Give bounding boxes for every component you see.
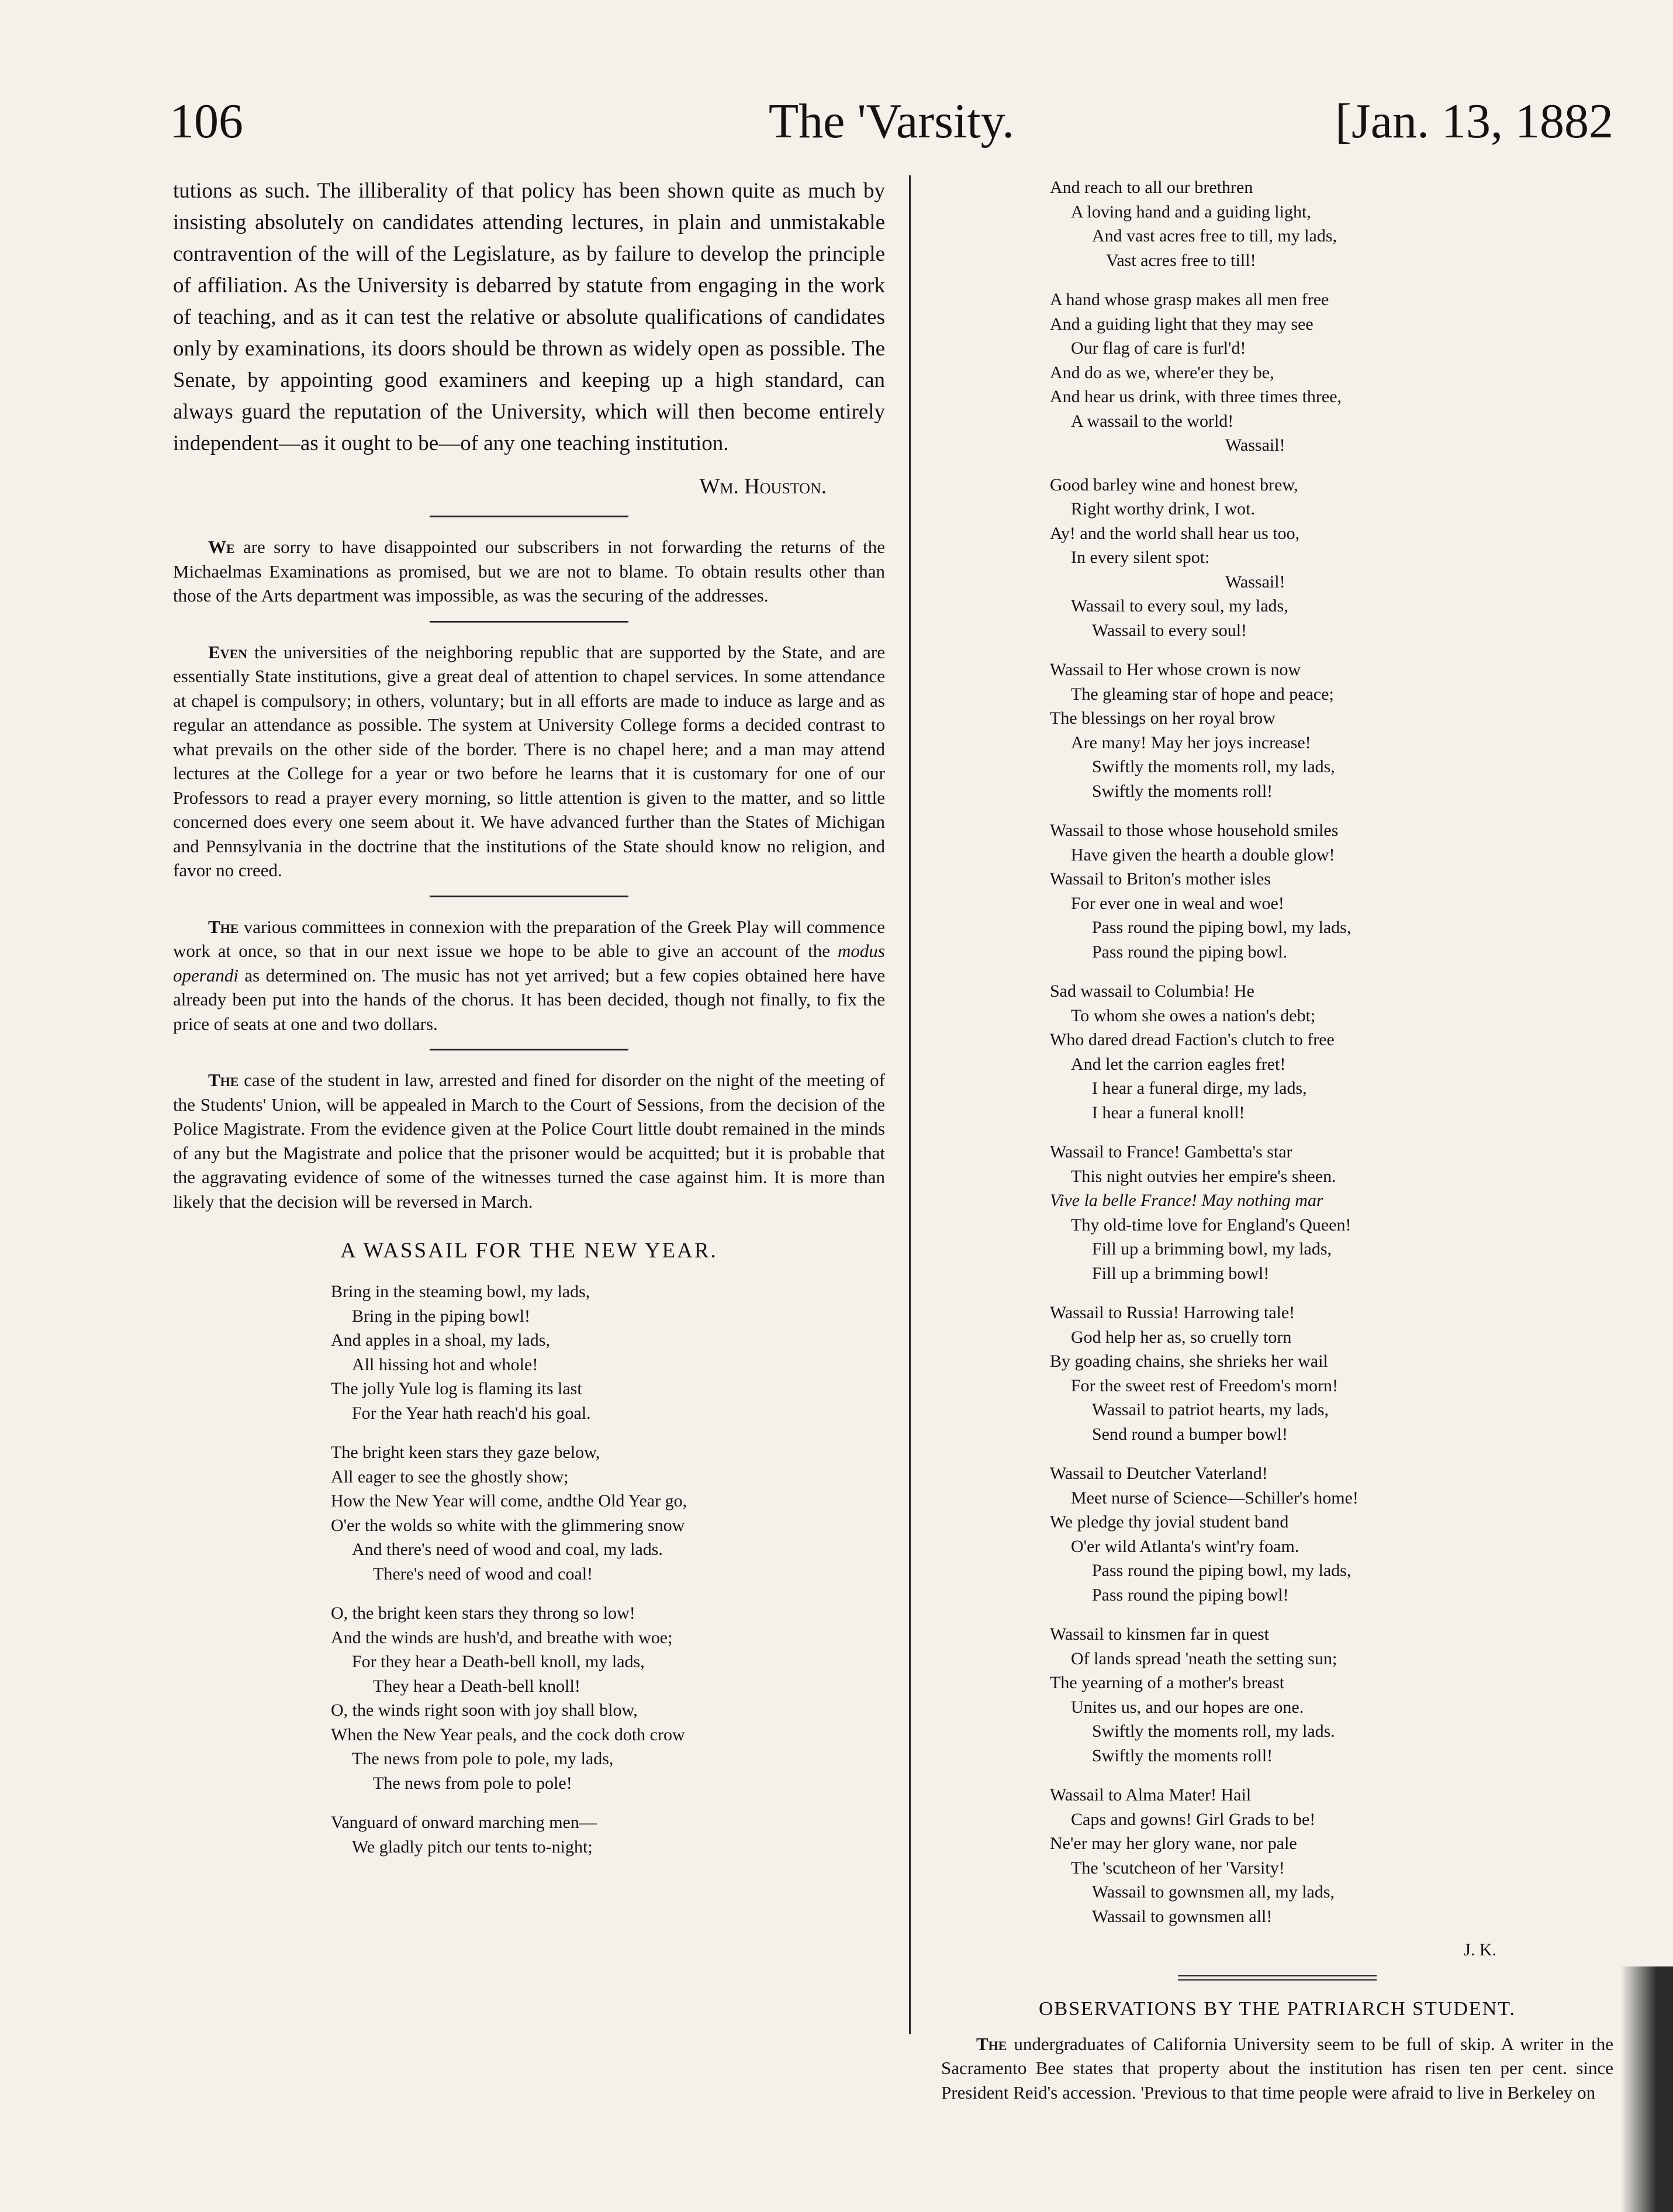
editorial-paragraph: The case of the student in law, arrested and fined for disorder on the night of the meeting of the Students' Union, will be appealed in March to the Court of Sessions, from the decision of the Police Magistrate. From the evidence given at the Police Court little doubt remained in the minds of any but the Magistrate and police that the prisoner would be acquitted; but it is probable that the aggravating evidence of some of the witnesses turned the case against him. It is more than likely that the decision will be reversed in March. — [173, 1070, 885, 1212]
poem-line: Pass round the piping bowl. — [1092, 942, 1288, 962]
poem-line: Vanguard of onward marching men— — [331, 1813, 597, 1832]
poem-line: Wassail to Briton's mother isles — [1050, 869, 1271, 889]
poem-line: Our flag of care is furl'd! — [1071, 338, 1246, 358]
poem-line: The yearning of a mother's breast — [1050, 1673, 1285, 1692]
article-continuation: tutions as such. The illiberality of that policy has been shown quite as much by insisting absolutely on candidates attending lectures, in plain and unmistakable contravention of the will of the Legislature, as by failure to develop the principle of affiliation. As the University is debarred by statute from engaging in the work of teaching, and as it can test the relative or absolute qualifications of candidates only by examinations, its doors should be thrown as widely open as possible. The Senate, by appointing good examiners and keeping up a high standard, can always guard the reputation of the University, which will then become entirely independent—as it ought to be—of any one teaching institution. — [173, 179, 885, 455]
poem-line: Vast acres free to till! — [1106, 250, 1256, 270]
poem-line: How the New Year will come, andthe Old Year go, — [331, 1491, 687, 1511]
poem-stanza — [1050, 1301, 1613, 1446]
poem-line: I hear a funeral dirge, my lads, — [1092, 1079, 1307, 1098]
poem-stanza — [1050, 658, 1613, 803]
poem-line: A wassail to the world! — [1071, 411, 1234, 431]
poem-line: O'er wild Atlanta's wint'ry foam. — [1071, 1536, 1299, 1556]
poem-line: For they hear a Death-bell knoll, my lads, — [352, 1652, 645, 1671]
poem-line: In every silent spot: — [1071, 548, 1210, 567]
poem-line: Are many! May her joys increase! — [1071, 732, 1311, 752]
poem-stanza — [1050, 288, 1613, 458]
poem-title: A WASSAIL FOR THE NEW YEAR. — [340, 1239, 718, 1263]
editorial-lead: The — [208, 1070, 239, 1090]
page-header — [170, 87, 1613, 157]
masthead-title: The 'Varsity. — [768, 94, 1015, 148]
poem-line: Wassail to Deutcher Vaterland! — [1050, 1464, 1268, 1483]
section-divider — [430, 896, 628, 897]
poem-line: O, the winds right soon with joy shall blow, — [331, 1701, 638, 1720]
poem-continuation — [941, 175, 1613, 1928]
poem-line: Bring in the steaming bowl, my lads, — [331, 1282, 590, 1301]
poem-line: And hear us drink, with three times three, — [1050, 387, 1342, 406]
poem-line: We pledge thy jovial student band — [1050, 1512, 1289, 1532]
poem-line: Send round a bumper bowl! — [1092, 1424, 1288, 1444]
section-divider — [430, 621, 628, 623]
poem-line: Meet nurse of Science—Schiller's home! — [1071, 1488, 1359, 1508]
poem-line: For ever one in weal and woe! — [1071, 893, 1284, 913]
poem-stanza — [1050, 473, 1613, 643]
poem-stanza — [1050, 1140, 1613, 1285]
poem-line: Swiftly the moments roll! — [1092, 781, 1273, 801]
poem-line: Swiftly the moments roll! — [1092, 1746, 1273, 1765]
poem-line: And do as we, where'er they be, — [1050, 362, 1274, 382]
poem-line: Thy old-time love for England's Queen! — [1071, 1215, 1351, 1235]
poem-line: The bright keen stars they gaze below, — [331, 1443, 600, 1462]
poem-stanza — [331, 1601, 885, 1795]
poem-line: When the New Year peals, and the cock doth crow — [331, 1724, 685, 1744]
poem-line: The jolly Yule log is flaming its last — [331, 1379, 582, 1398]
poem-stanza — [331, 1440, 885, 1586]
right-column — [941, 175, 1613, 2104]
poem-stanza — [1050, 1461, 1613, 1607]
poem-line: Of lands spread 'neath the setting sun; — [1071, 1648, 1337, 1668]
poem-line: The blessings on her royal brow — [1050, 708, 1276, 728]
poem-stanza — [331, 1810, 885, 1859]
poem-line: We gladly pitch our tents to-night; — [352, 1837, 593, 1857]
poem-line: This night outvies her empire's sheen. — [1071, 1166, 1336, 1186]
poem-stanza — [1050, 1622, 1613, 1768]
poem-line: And vast acres free to till, my lads, — [1092, 226, 1337, 246]
poem-line: By goading chains, she shrieks her wail — [1050, 1352, 1328, 1371]
poem-line: O'er the wolds so white with the glimmering snow — [331, 1515, 685, 1535]
poem-line: Pass round the piping bowl, my lads, — [1092, 918, 1351, 937]
poem-line: For the sweet rest of Freedom's morn! — [1071, 1375, 1338, 1395]
poem-signature: J. K. — [1464, 1940, 1496, 1959]
poem-line: God help her as, so cruelly torn — [1071, 1327, 1292, 1347]
article-title: OBSERVATIONS BY THE PATRIARCH STUDENT. — [1038, 1997, 1516, 2020]
poem-line: Who dared dread Faction's clutch to free — [1050, 1030, 1335, 1049]
page-number: 106 — [170, 94, 243, 148]
poem-line: Wassail to kinsmen far in quest — [1050, 1625, 1270, 1644]
poem-line: O, the bright keen stars they throng so low! — [331, 1603, 635, 1623]
latin-phrase: modus operandi — [173, 941, 885, 986]
poem-line: Wassail to gownsmen all, my lads, — [1092, 1882, 1335, 1902]
poem-line: Swiftly the moments roll, my lads. — [1092, 1722, 1335, 1741]
poem-line: Bring in the piping bowl! — [352, 1306, 530, 1326]
poem-line: A hand whose grasp makes all men free — [1050, 290, 1329, 309]
poem-line: For the Year hath reach'd his goal. — [352, 1403, 591, 1423]
poem-line: Wassail to Alma Mater! Hail — [1050, 1785, 1252, 1805]
poem-line: The gleaming star of hope and peace; — [1071, 684, 1334, 704]
editorial-lead: Even — [208, 641, 248, 662]
poem-line: And a guiding light that they may see — [1050, 314, 1313, 334]
poem-line: Good barley wine and honest brew, — [1050, 475, 1298, 495]
poem-line: Wassail! — [1225, 572, 1285, 592]
poem-line: Fill up a brimming bowl! — [1092, 1263, 1270, 1283]
section-divider — [1178, 1975, 1377, 1981]
poem-line: And apples in a shoal, my lads, — [331, 1330, 550, 1350]
poem-line: Fill up a brimming bowl, my lads, — [1092, 1239, 1332, 1259]
poem-body — [173, 1280, 885, 1859]
poem-line: Wassail to every soul! — [1092, 620, 1247, 640]
poem-line: And reach to all our brethren — [1050, 178, 1253, 197]
poem-line: Have given the hearth a double glow! — [1071, 845, 1335, 865]
column-rule — [909, 175, 911, 2034]
poem-line: And the winds are hush'd, and breathe with woe; — [331, 1627, 673, 1647]
poem-line: Wassail to Her whose crown is now — [1050, 660, 1301, 679]
poem-line: They hear a Death-bell knoll! — [373, 1676, 580, 1696]
poem-line: The 'scutcheon of her 'Varsity! — [1071, 1858, 1285, 1878]
poem-line: Sad wassail to Columbia! He — [1050, 981, 1254, 1001]
poem-line: Right worthy drink, I wot. — [1071, 499, 1255, 519]
poem-stanza — [331, 1280, 885, 1425]
poem-line: Wassail to gownsmen all! — [1092, 1906, 1273, 1926]
poem-line: Caps and gowns! Girl Grads to be! — [1071, 1809, 1316, 1829]
poem-line: Pass round the piping bowl, my lads, — [1092, 1561, 1351, 1580]
poem-line: Wassail to patriot hearts, my lads, — [1092, 1400, 1329, 1419]
article-paragraph: The undergraduates of California University seem to be full of skip. A writer in the Sacramento Bee states that property about the institution has risen ten per cent. since President Reid's accession. 'Previous to that time people were afraid to live in Berkeley on — [941, 2033, 1613, 2103]
article-signature: Wm. Houston. — [699, 475, 827, 499]
poem-line: I hear a funeral knoll! — [1092, 1102, 1245, 1122]
poem-line: And let the carrion eagles fret! — [1071, 1054, 1286, 1074]
editorial-paragraph: We are sorry to have disappointed our subscribers in not forwarding the returns of the Michaelmas Examinations as promised, but we are not to blame. To obtain results other than those of the Arts department was impossible, as was the securing of the addresses. — [173, 537, 885, 606]
poem-line: Unites us, and our hopes are one. — [1071, 1697, 1304, 1717]
poem-line: There's need of wood and coal! — [373, 1564, 593, 1584]
poem-line: Wassail to France! Gambetta's star — [1050, 1142, 1292, 1162]
editorial-paragraph: The various committees in connexion with the preparation of the Greek Play will commence work at once, so that in our next issue we hope to be able to give an account of the modus operandi as determined on. The music has not yet arrived; but a few copies obtained here have already been put into the hands of the chorus. It has been decided, though not finally, to fix the price of seats at one and two dollars. — [173, 916, 885, 1034]
issue-date: [Jan. 13, 1882 — [1335, 94, 1613, 148]
poem-line: The news from pole to pole! — [373, 1773, 572, 1793]
poem-stanza — [1050, 818, 1613, 964]
poem-line: Ne'er may her glory wane, nor pale — [1050, 1834, 1297, 1853]
left-column — [173, 175, 885, 1874]
poem-stanza — [1050, 1783, 1613, 1928]
editorial-paragraph: Even the universities of the neighboring republic that are supported by the State, and are essentially State institutions, give a great deal of attention to chapel services. In some attendance at chapel is compulsory; in others, voluntary; but in all efforts are made to induce as large and as regular an attendance as possible. The system at University College forms a decided contrast to what prevails on the other side of the border. There is no chapel here; and a man may attend lectures at the College for a year or two before he learns that it is customary for one of our Professors to read a prayer every morning, so little attention is given to the matter, and so little concerned does every one seem about it. We have advanced further than the States of Michigan and Pennsylvania in the doctrine that the institutions of the State should know no religion, and favor no creed. — [173, 641, 885, 880]
poem-line: Ay! and the world shall hear us too, — [1050, 523, 1300, 543]
poem-stanza — [1050, 175, 1613, 272]
scan-shadow — [1620, 1966, 1673, 2212]
poem-line: And there's need of wood and coal, my lads. — [352, 1540, 663, 1559]
poem-stanza — [1050, 979, 1613, 1125]
section-divider — [430, 1049, 628, 1050]
section-divider — [430, 516, 628, 517]
poem-line: Pass round the piping bowl! — [1092, 1585, 1289, 1605]
poem-line: To whom she owes a nation's debt; — [1071, 1005, 1316, 1025]
poem-line: Swiftly the moments roll, my lads, — [1092, 757, 1335, 776]
poem-line: The news from pole to pole, my lads, — [352, 1749, 614, 1768]
poem-line: Wassail to every soul, my lads, — [1071, 596, 1288, 616]
poem-line: All hissing hot and whole! — [352, 1354, 538, 1374]
poem-line: Wassail! — [1225, 436, 1285, 455]
editorial-lead: The — [208, 916, 239, 937]
poem-line: Wassail to Russia! Harrowing tale! — [1050, 1303, 1295, 1322]
poem-line: Vive la belle France! May nothing mar — [1050, 1191, 1323, 1210]
poem-line: A loving hand and a guiding light, — [1071, 202, 1311, 222]
poem-line: All eager to see the ghostly show; — [331, 1467, 569, 1487]
editorial-lead: We — [208, 537, 235, 557]
poem-line: Wassail to those whose household smiles — [1050, 821, 1339, 840]
article-lead: The — [976, 2033, 1007, 2054]
